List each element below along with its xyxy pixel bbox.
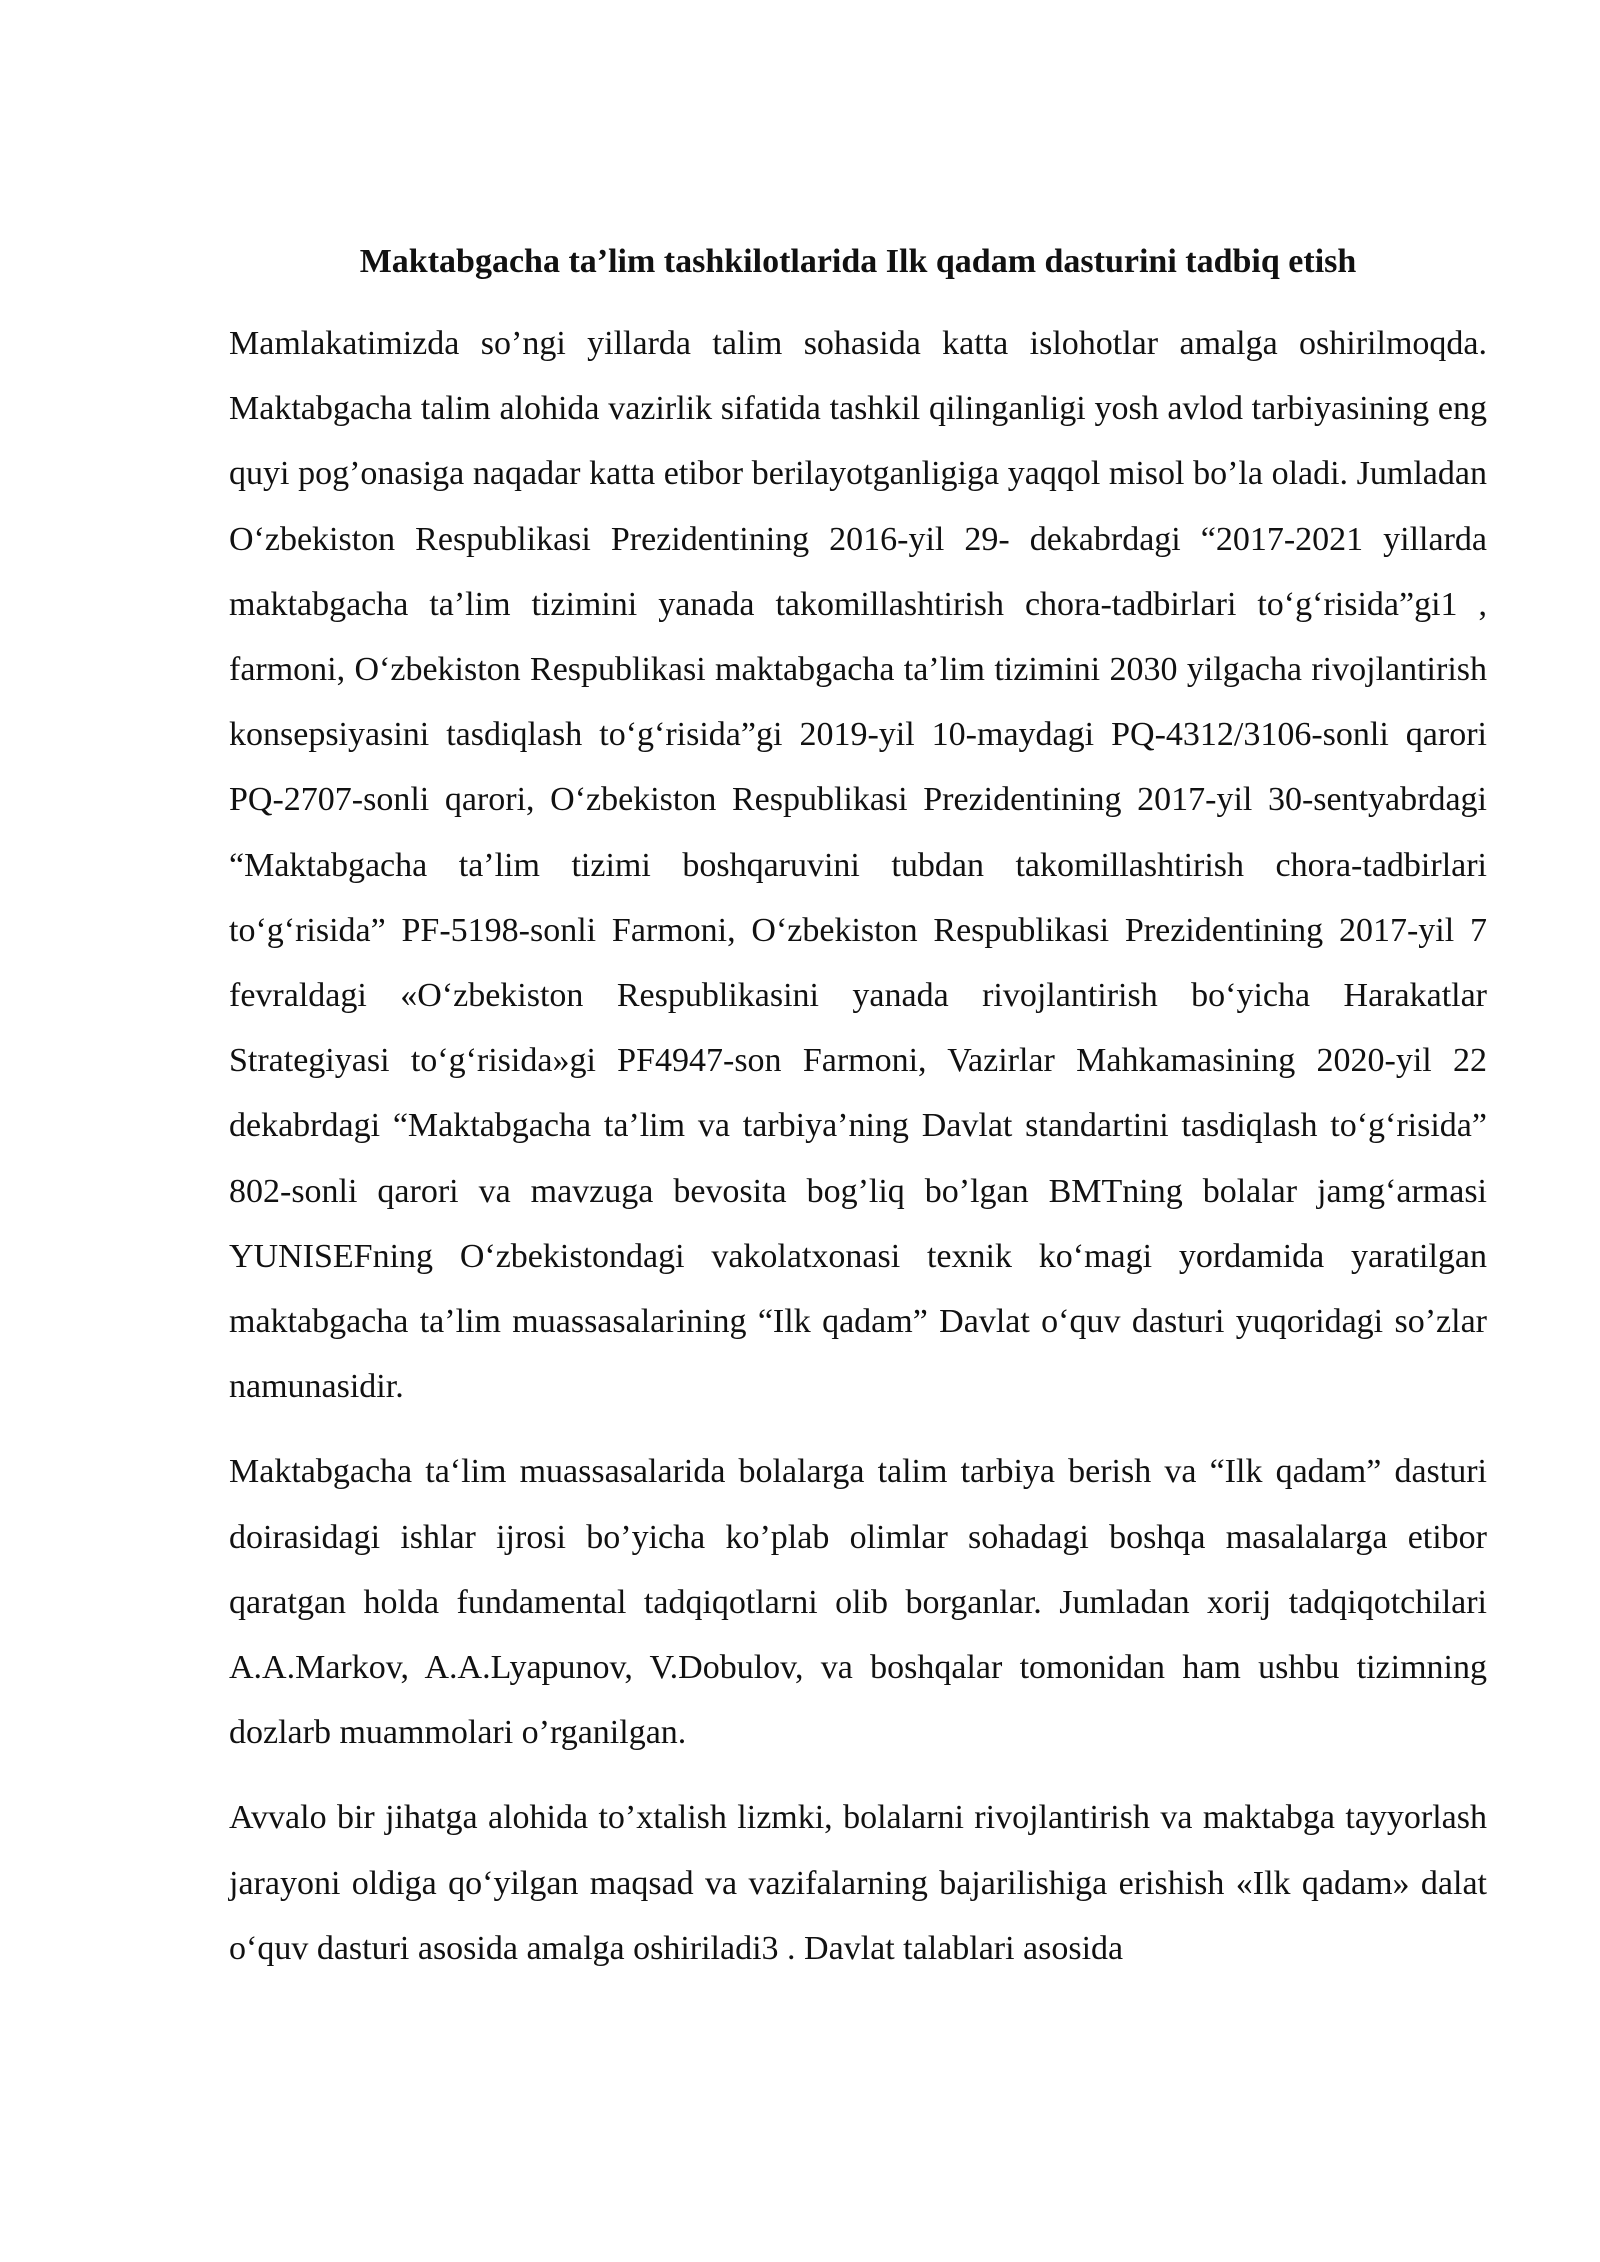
paragraph-1: Mamlakatimizda so’ngi yillarda talim sohasida katta islohotlar amalga oshirilmoqda. Maktabgacha talim alohida vazirlik sifatida tashkil qilinganligi yosh avlod tarbiyasining eng quyi pog’onasiga naqadar katta etibor berilayotganligiga yaqqol misol bo’la oladi. Jumladan O‘zbekiston Respublikasi Prezidentining 2016-yil 29- dekabrdagi “2017-2021 yillarda maktabgacha ta’lim tizimini yanada takomillashtirish chora-tadbirlari to‘g‘risida”gi1 , farmoni, O‘zbekiston Respublikasi maktabgacha ta’lim tizimini 2030 yilgacha rivojlantirish konsepsiyasini tasdiqlash to‘g‘risida”gi 2019-yil 10-maydagi PQ-4312/3106-sonli qarori PQ-2707-sonli qarori, O‘zbekiston Respublikasi Prezidentining 2017-yil 30-sentyabrdagi “Maktabgacha ta’lim tizimi boshqaruvini tubdan takomillashtirish chora-tadbirlari to‘g‘risida” PF-5198-sonli Farmoni, O‘zbekiston Respublikasi Prezidentining 2017-yil 7 fevraldagi «O‘zbekiston Respublikasini yanada rivojlantirish bo‘yicha Harakatlar Strategiyasi to‘g‘risida»gi PF4947-son Farmoni, Vazirlar Mahkamasining 2020-yil 22 dekabrdagi “Maktabgacha ta’lim va tarbiya’ning Davlat standartini tasdiqlash to‘g‘risida” 802-sonli qarori va mavzuga bevosita bog’liq bo’lgan BMTning bolalar jamg‘armasi YUNISEFning O‘zbekistondagi vakolatxonasi texnik ko‘magi yordamida yaratilgan maktabgacha ta’lim muassasalarining “Ilk qadam” Davlat o‘quv dasturi yuqoridagi so’zlar namunasidir. xyxy=(229,325,1487,1406)
document-title: Maktabgacha ta’lim tashkilotlarida Ilk qadam dasturini tadbiq etish xyxy=(359,243,1357,280)
paragraph-2: Maktabgacha ta‘lim muassasalarida bolalarga talim tarbiya berish va “Ilk qadam” dasturi doirasidagi ishlar ijrosi bo’yicha ko’plab olimlar sohadagi boshqa masalalarga etibor qaratgan holda fundamental tadqiqotlarni olib borganlar. Jumladan xorij tadqiqotchilari A.A.Markov, A.A.Lyapunov, V.Dobulov, va boshqalar tomonidan ham ushbu tizimning dozlarb muammolari o’rganilgan. xyxy=(229,1453,1487,1752)
document-body xyxy=(229,235,1487,2001)
paragraph-3: Avvalo bir jihatga alohida to’xtalish lizmki, bolalarni rivojlantirish va maktabga tayyorlash jarayoni oldiga qo‘yilgan maqsad va vazifalarning bajarilishiga erishish «Ilk qadam» dalat o‘quv dasturi asosida amalga oshiriladi3 . Davlat talablari asosida xyxy=(229,1799,1487,1967)
